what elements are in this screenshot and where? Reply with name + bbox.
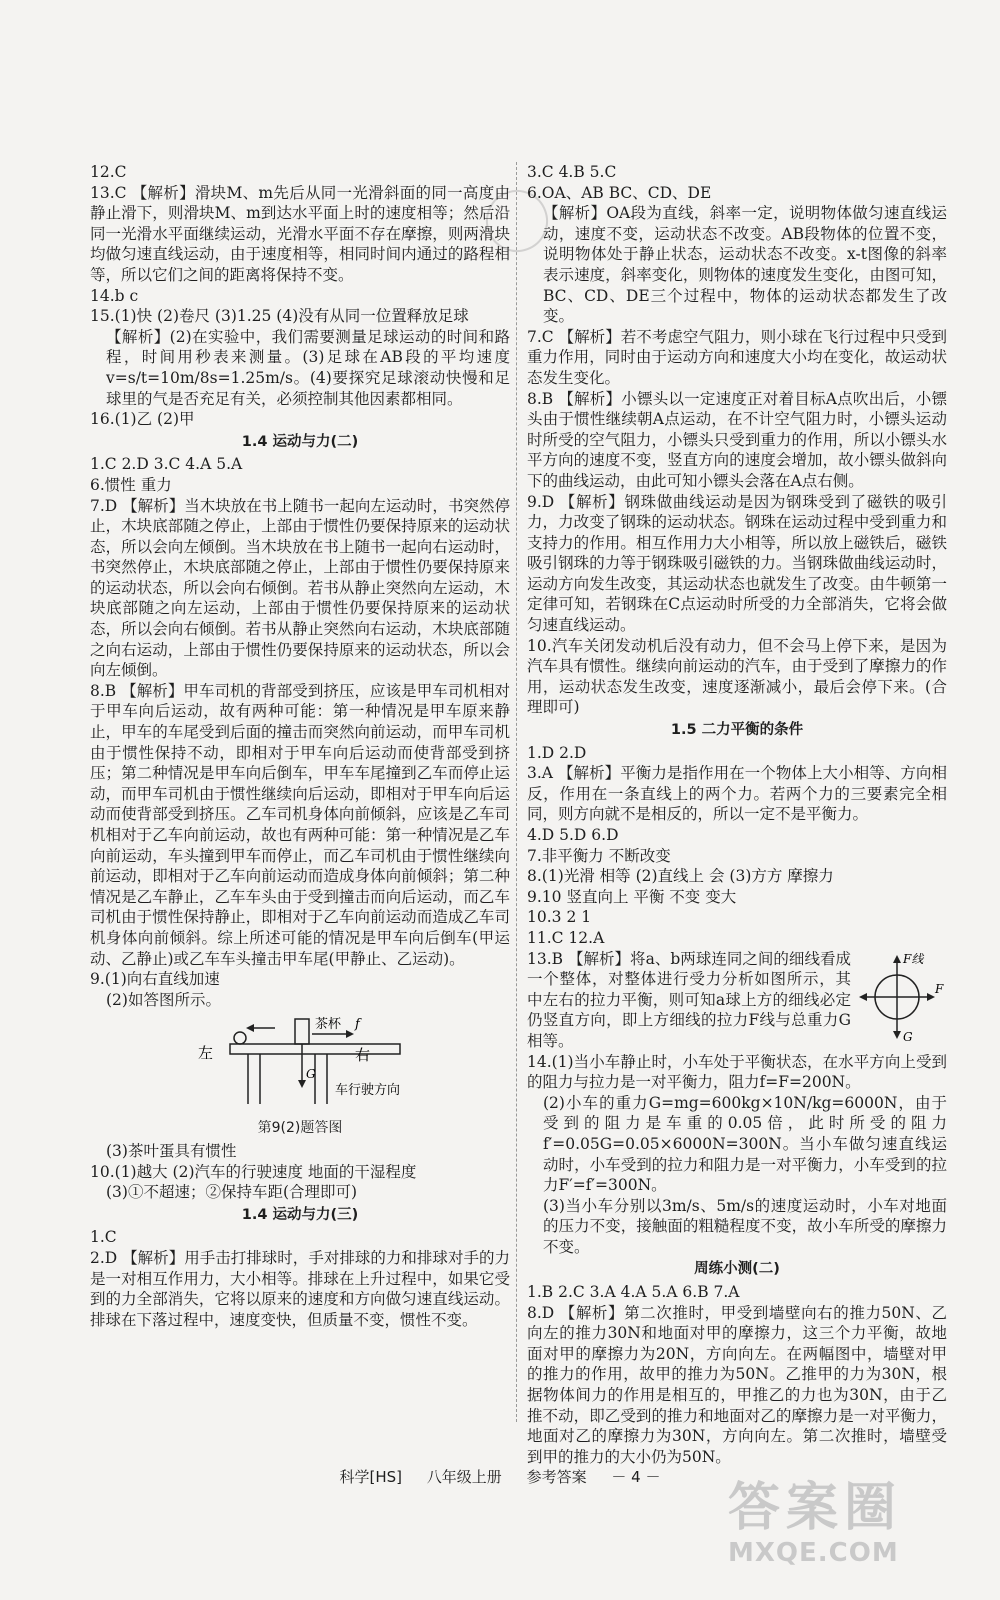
answer-9-3: (3)茶叶蛋具有惯性 [106, 1141, 237, 1160]
footer-grade: 八年级上册 [426, 1468, 502, 1486]
answer-7c: 7.C 【解析】若不考虑空气阻力，则小球在飞行过程中只受到重力作用，同时由于运动方向和速度大小均在变化，故运动状态发生变化。 [527, 327, 947, 387]
footer-answers: 参考答案 [526, 1468, 587, 1486]
section-title-weekly-test: 周练小测(二) [694, 1261, 780, 1278]
answer-6-analysis: 【解析】OA段为直线，斜率一定，说明物体做匀速直线运动，速度不变，运动状态不改变。AB段物体的位置不变，说明物体处于静止状态，运动状态不改变。x-t图像的斜率表示速度，斜率变化，则物体的速度发生变化，由图可知，BC、CD、DE三个过程中，物体的运动状态都发生了改变。 [543, 204, 947, 326]
answer-2d: 2.D 【解析】用手击打排球时，手对排球的力和排球对手的力是一对相互作用力，大小相等。排球在上升过程中，如果它受到的力全部消失，它将以原来的速度和方向做匀速直线运动。排球在下落过程中，速度变快，但质量不变，惯性不变。 [90, 1248, 510, 1329]
figure-9-2-caption: 第9(2)题答图 [257, 1120, 343, 1137]
answer-9d: 9.D 【解析】钢珠做曲线运动是因为钢珠受到了磁铁的吸引力，力改变了钢珠的运动状态。钢珠在运动过程中受到重力和支持力的作用。相互作用力大小相等，所以放上磁铁后，磁铁吸引钢珠的力等于钢珠吸引磁铁的力。当钢珠做曲线运动时，运动方向发生改变，其运动状态也就发生了改变。由牛顿第一定律可知，若钢珠在C点运动时所受的力全部消失，它将会做匀速直线运动。 [527, 492, 947, 635]
fig13-g-label: G [903, 1029, 913, 1044]
answer-10-values: 10.3 2 1 [527, 908, 592, 927]
fig9-right-label: 右 [355, 1046, 371, 1065]
section-title-1-4-2: 1.4 运动与力(二) [241, 433, 359, 450]
answer-14-1: 14.(1)当小车静止时，小车处于平衡状态，在水平方向上受到的阻力与拉力是一对平衡力，阻力f=F=200N。 [527, 1052, 947, 1092]
fig9-f-label: f [355, 1017, 360, 1033]
answer-7-nonbalance: 7.非平衡力 不断改变 [527, 846, 671, 865]
figure-9-2 [90, 1014, 510, 1114]
section-title-1-4-3: 1.4 运动与力(三) [241, 1206, 359, 1223]
answers-11-12: 11.C 12.A [527, 928, 605, 947]
answer-13-block [527, 949, 947, 1052]
fig9-cup-label: 茶杯 [315, 1017, 342, 1033]
answer-12: 12.C [90, 163, 127, 181]
fig13-f-label: F [935, 981, 944, 996]
figure-13-forces [857, 949, 947, 1045]
watermark-cn: 答案圈 [728, 1478, 903, 1538]
answer-10: 10.(1)越大 (2)汽车的行驶速度 地面的干湿程度 [90, 1162, 417, 1181]
section-title-1-5: 1.5 二力平衡的条件 [670, 722, 804, 739]
right-column [527, 162, 947, 1467]
answers-4-6: 4.D 5.D 6.D [527, 826, 619, 844]
answer-8b: 8.B 【解析】小镖头以一定速度正对着目标A点吹出后，小镖头由于惯性继续朝A点运动，在不计空气阻力时，小镖头运动时所受的空气阻力，小镖头只受到重力的作用，所以小镖头水平方向的速度不变，竖直方向的速度会增加，故小镖头做斜向下的曲线运动，由此可知小镖头会落在A点右侧。 [527, 389, 947, 490]
answer-1c: 1.C [90, 1228, 117, 1247]
fig9-left-label: 左 [198, 1044, 214, 1063]
answer-9-1: 9.(1)向右直线加速 [90, 970, 220, 989]
left-column [90, 162, 510, 1330]
answers-1-2: 1.D 2.D [527, 743, 587, 762]
answer-13b: 13.B 【解析】将a、b两球连同之间的细线看成一个整体，对整体进行受力分析如图所示，其中左右的拉力平衡，则可知a球上方的细线必定仍竖直方向，即上方细线的拉力F线与总重力G相等。 [527, 949, 851, 1050]
column-divider [516, 162, 517, 1422]
answers-3-5: 3.C 4.B 5.C [527, 163, 617, 181]
answer-16: 16.(1)乙 (2)甲 [90, 410, 195, 429]
answer-10-inertia: 10.汽车关闭发动机后没有动力，但不会马上停下来，是因为汽车具有惯性。继续向前运动的汽车，由于受到了摩擦力的作用，运动状态发生改变，速度逐渐减小，最后会停下来。(合理即可) [527, 636, 947, 717]
answer-8: 8.B 【解析】甲车司机的背部受到挤压，应该是甲车司机相对于甲车向后运动，故有两种可能：第一种情况是甲车原来静止，甲车的车尾受到后面的撞击而突然向前运动，而甲车司机由于惯性保持不动，即相对于甲车向后运动而使背部受到挤压；第二种情况是甲车向后倒车，甲车车尾撞到乙车而停止运动，而甲车司机由于惯性继续向后运动，即相对于甲车向后运动而使背部受到挤压。乙车司机身体向前倾斜，应该是乙车司机相对于乙车向前运动，故也有两种可能：第一种情况是乙车向前运动，车头撞到甲车而停止，而乙车司机由于惯性继续向前运动，即相对于乙车向前运动而造成身体向前倾斜；第二种情况是乙车静止，乙车车头由于受到撞击而向后运动，而乙车司机由于惯性保持静止，即相对于乙车向前运动而造成乙车司机身体向前倾斜。综上所述可能的情况是甲车向后倒车(甲运动、乙静止)或乙车车头撞击甲车尾(甲静止、乙运动)。 [90, 681, 510, 968]
fig9-direction-label: 车行驶方向 [335, 1083, 401, 1099]
answer-7: 7.D 【解析】当木块放在书上随书一起向左运动时，书突然停止，木块底部随之停止，上部由于惯性仍要保持原来的运动状态，所以会向左倾倒。当木块放在书上随书一起向右运动时，书突然停止，木块底部随之停止，上部由于惯性仍要保持原来的运动状态，所以会向右倾倒。若书从静止突然向左运动，木块底部随之向左运动，上部由于惯性仍要保持原来的运动状态，所以会向右倾倒。若书从静止突然向右运动，木块底部随之向右运动，上部由于惯性仍要保持原来的运动状态，所以会向左倾倒。 [90, 496, 510, 680]
answer-8d: 8.D 【解析】第二次推时，甲受到墙壁向右的推力50N、乙向左的推力30N和地面对甲的摩擦力，这三个力平衡，故地面对甲的摩擦力为20N，方向向左。在两幅图中，墙壁对甲的推力的作用，故甲的推力为50N。乙推甲的力为30N，根据物体间力的作用是相互的，甲推乙的力也为30N，由于乙推不动，即乙受到的推力和地面对乙的摩擦力是一对平衡力，地面对乙的摩擦力为30N，方向向左。第二次推时，墙壁受到甲的推力的大小仍为50N。 [527, 1303, 947, 1466]
answer-10-3: (3)①不超速；②保持车距(合理即可) [106, 1183, 358, 1202]
answer-15: 15.(1)快 (2)卷尺 (3)1.25 (4)没有从同一位置释放足球 [90, 307, 469, 326]
answer-9-2: (2)如答图所示。 [106, 990, 221, 1009]
answer-13: 13.C 【解析】滑块M、m先后从同一光滑斜面的同一高度由静止滑下，则滑块M、m到达水平面上时的速度相等；然后沿同一光滑水平面继续运动，光滑水平面不存在摩擦，则两滑块均做匀速直线运动，由于速度相等，相同时间内通过的路程相等，所以它们之间的距离将保持不变。 [90, 183, 510, 284]
fig13-ft-label: F线 [903, 951, 924, 966]
answer-3a: 3.A 【解析】平衡力是指作用在一个物体上大小相等、方向相反，作用在一条直线上的两个力。若两个力的三要素完全相同，则方向就不是相反的，所以一定不是平衡力。 [527, 764, 947, 824]
answer-14-3: (3)当小车分别以3m/s、5m/s的速度运动时，小车对地面的压力不变，接触面的粗糙程度不变，故小车所受的摩擦力不变。 [543, 1196, 947, 1256]
answer-14-2: (2)小车的重力G=mg=600kg×10N/kg=6000N，由于受到的阻力是车重的0.05倍，此时所受的阻力f′=0.05G=0.05×6000N=300N。当小车做匀速直线运动时，小车受到的拉力和阻力是一对平衡力，小车受到的拉力F′=f′=300N。 [543, 1093, 947, 1195]
footer-subject: 科学[HS] [339, 1468, 403, 1486]
answer-9-values: 9.10 竖直向上 平衡 不变 变大 [527, 887, 737, 906]
fig9-g-label: G [306, 1067, 316, 1082]
footer-page-number: － 4 － [611, 1468, 661, 1486]
answer-14: 14.b c [90, 286, 139, 305]
answer-8-experiment: 8.(1)光滑 相等 (2)直线上 会 (3)方方 摩擦力 [527, 867, 834, 886]
answers-1-5: 1.C 2.D 3.C 4.A 5.A [90, 455, 243, 474]
answer-15-analysis: 【解析】(2)在实验中，我们需要测量足球运动的时间和路程，时间用秒表来测量。(3)足球在AB段的平均速度v=s/t=10m/8s=1.25m/s。(4)要探究足球滚动快慢和足球里的气是否充足有关，必须控制其他因素都相同。 [106, 327, 510, 408]
answer-6: 6.惯性 重力 [90, 475, 172, 494]
watermark-en: MXQE.COM [728, 1538, 899, 1568]
answers-1-7: 1.B 2.C 3.A 4.A 5.A 6.B 7.A [527, 1283, 740, 1302]
watermark [728, 1478, 978, 1578]
answer-6-segments: 6.OA、AB BC、CD、DE [527, 183, 712, 202]
